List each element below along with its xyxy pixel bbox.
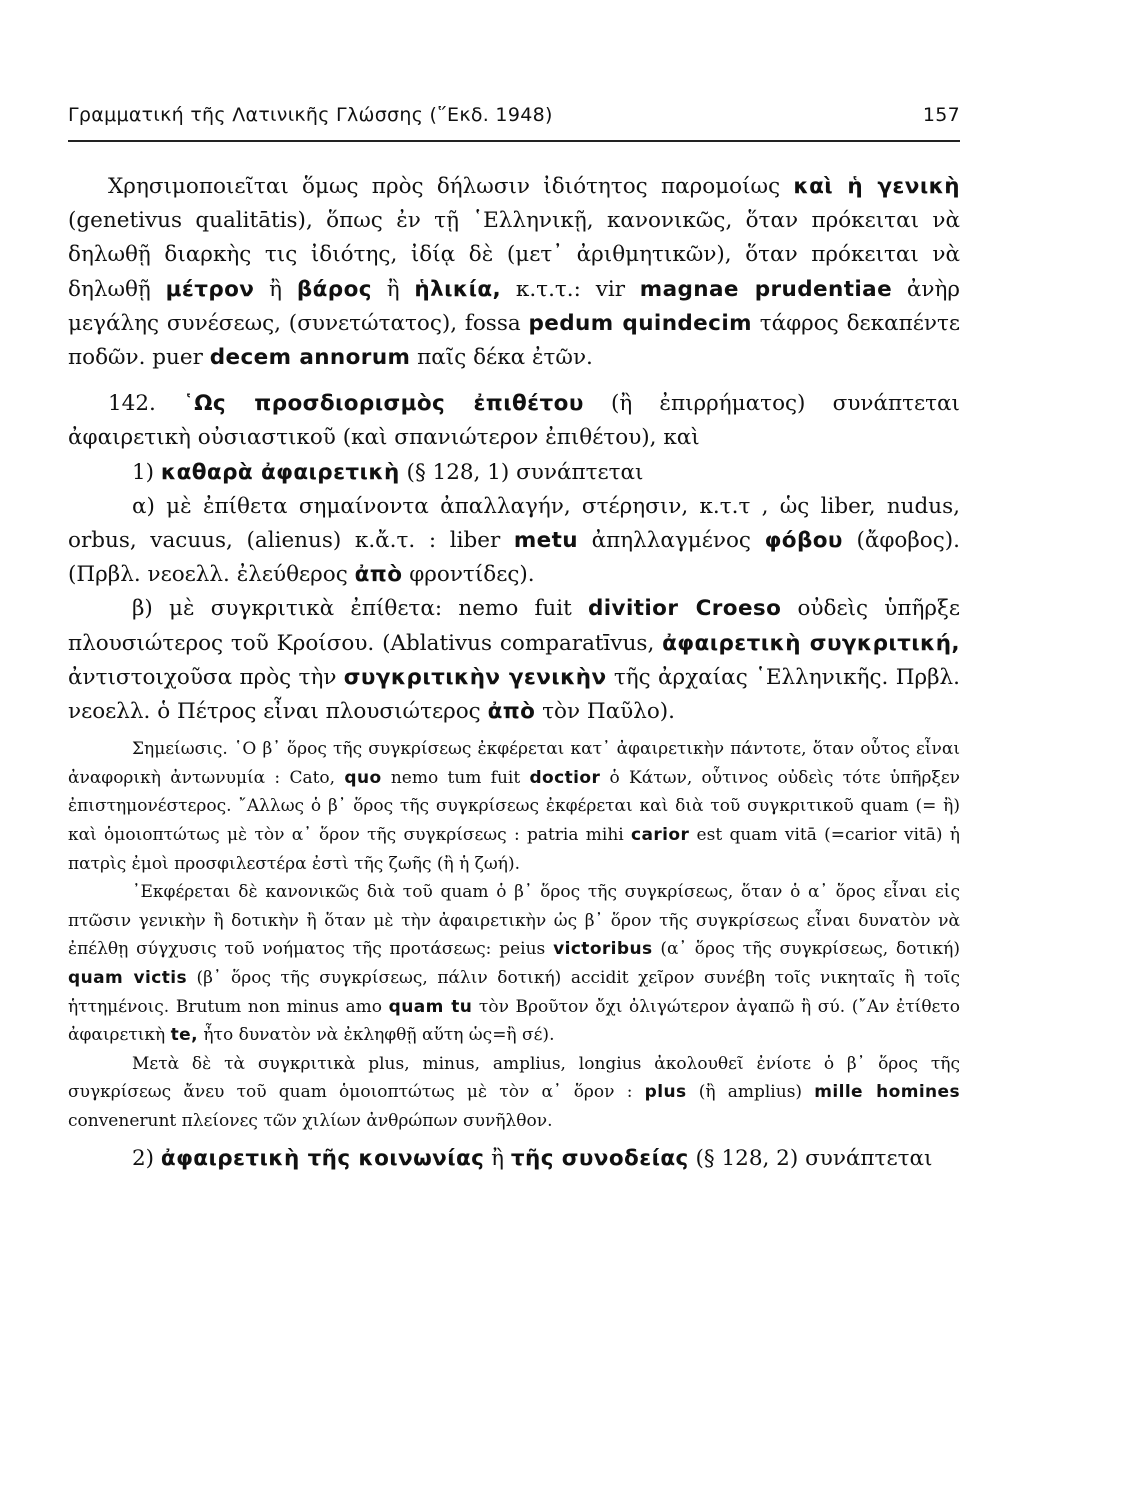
bold-term: τῆς συνοδείας (510, 1145, 689, 1171)
text-run: (ἢ ἐπιρρήματος) συνάπτεται ἀφαιρετικὴ οὐσιαστικοῦ (καὶ σπανιώτερον ἐπιθέτου), καὶ (68, 391, 960, 451)
text-run: (α᾽ ὅρος τῆς συγκρίσεως, δοτική) (652, 939, 960, 960)
text-run: οὐδεὶς ὑπῆρξε πλουσιώτερος τοῦ Κροίσου. (Ablativus comparatīvus, (68, 596, 960, 656)
text-run: (β᾽ ὅρος τῆς συγκρίσεως, πάλιν δοτική) accidit χεῖρον συνέβη τοῖς νικηταῖς ἢ τοῖς ἡττημένοις. Brutum non minus amo (68, 968, 960, 1017)
text-run: (ἢ amplius) (686, 1082, 815, 1103)
text-run: β) μὲ συγκριτικὰ ἐπίθετα: nemo fuit (132, 596, 588, 622)
bold-term: ἀφαιρετικὴ τῆς κοινωνίας (160, 1145, 485, 1171)
bold-term: victoribus (553, 939, 653, 960)
paragraph (68, 456, 960, 490)
running-title: Γραμματική τῆς Λατινικῆς Γλώσσης (῞Εκδ. 1948) (68, 104, 553, 126)
bold-term: pedum quindecim (528, 310, 752, 336)
text-run: κ.τ.τ.: vir (501, 276, 640, 302)
bold-term: quo (344, 767, 382, 788)
bold-term: decem annorum (209, 345, 411, 371)
text-run: (ἄφοβος). (Πρβλ. νεοελλ. ἐλεύθερος (68, 528, 960, 588)
paragraph (68, 170, 960, 375)
text-run: convenerunt πλείονες τῶν χιλίων ἀνθρώπων συνῆλθον. (68, 1110, 553, 1131)
running-header (68, 104, 960, 126)
bold-term: magnae prudentiae (639, 276, 893, 302)
text-run: Χρησιμοποιεῖται ὅμως πρὸς δήλωσιν ἰδιότητος παρομοίως (108, 174, 794, 199)
text-run: α) μὲ ἐπίθετα σημαίνοντα ἀπαλλαγήν, στέρησιν, κ.τ.τ , ὡς liber, nudus, orbus, vacuus, (alienus) κ.ἄ.τ. : liber (68, 493, 960, 554)
bold-term: μέτρον (165, 276, 255, 302)
text-run: ἦτο δυνατὸν νὰ ἐκληφθῇ αὕτη ὡς=ἢ σέ). (197, 1025, 555, 1046)
text-run: ἢ (254, 276, 297, 302)
bold-term: φόβου (764, 528, 843, 554)
bold-term: καὶ ἡ γενικὴ (793, 174, 961, 199)
text-run: ἢ (484, 1145, 511, 1171)
bold-term: carior (631, 825, 690, 846)
bold-term: plus (644, 1082, 687, 1103)
paragraph (68, 1050, 960, 1136)
text-run: ᾽Εκφέρεται δὲ κανονικῶς διὰ τοῦ quam ὁ β᾽ ὅρος τῆς συγκρίσεως, ὅταν ὁ α᾽ ὅρος εἶναι εἰς πτῶσιν γενικὴν ἢ δοτικὴν ἢ ὅταν μὲ τὴν ἀφαιρετικὴν ὡς β᾽ ὅρον τῆς συγκρίσεως εἶναι δυνατὸν νὰ ἐπέλθῃ σύγχυσις τοῦ νοήματος τῆς προτάσεως: peius (68, 882, 960, 960)
paragraph (68, 387, 960, 455)
text-run: τάφρος δεκαπέντε ποδῶν. puer (68, 310, 960, 371)
text-run: ἢ (371, 276, 415, 302)
paragraph (68, 878, 960, 1050)
text-run: τῆς ἀρχαίας ῾Ελληνικῆς. Πρβλ. νεοελλ. ὁ Πέτρος εἶναι πλουσιώτερος (68, 664, 960, 725)
text-run: (genetivus qualitātis), ὅπως ἐν τῇ ῾Ελληνικῇ, κανονικῶς, ὅταν πρόκειται νὰ δηλωθῇ διαρκὴς τις ἰδιότης, ἰδίᾳ δὲ (μετ᾽ ἀριθμητικῶν), ὅταν πρόκειται νὰ δηλωθῇ (68, 208, 960, 302)
paragraph (68, 1142, 960, 1176)
text-run: ἀνὴρ μεγάλης συνέσεως, (συνετώτατος), fossa (68, 276, 960, 336)
text-run: 142. (108, 391, 184, 417)
text-run: τὸν Βροῦτον ὄχι ὀλιγώτερον ἀγαπῶ ἢ σύ. (῎Αν ἐτίθετο ἀφαιρετικὴ (68, 996, 961, 1046)
bold-term: συγκριτικὴν γενικὴν (343, 664, 607, 690)
text-run: Μετὰ δὲ τὰ συγκριτικὰ plus, minus, amplius, longius ἀκολουθεῖ ἐνίοτε ὁ β᾽ ὅρος τῆς συγκρίσεως ἄνευ τοῦ quam ὁμοιοπτώτως μὲ τὸν α᾽ ὅρον : (68, 1053, 960, 1103)
text-run: ἀπηλλαγμένος (578, 528, 765, 554)
bold-term: doctior (529, 767, 601, 788)
page-number: 157 (922, 104, 960, 126)
text-run: παῖς δέκα ἐτῶν. (410, 345, 593, 371)
bold-term: ἀπὸ (354, 562, 403, 588)
bold-term: καθαρὰ ἀφαιρετικὴ (160, 459, 400, 485)
header-rule (68, 140, 960, 142)
text-run: nemo tum fuit (381, 767, 530, 788)
book-page (68, 0, 960, 1500)
page-body (68, 170, 960, 1176)
text-run: φροντίδες). (402, 562, 535, 588)
text-run: 1) (132, 459, 161, 485)
text-run: ἀντιστοιχοῦσα πρὸς τὴν (68, 664, 344, 690)
text-run: 2) (132, 1145, 161, 1171)
text-run: (§ 128, 1) συνάπτεται (399, 459, 644, 485)
text-run: est quam vitā (=carior vitā) ἡ πατρὶς ἐμοὶ προσφιλεστέρα ἐστὶ τῆς ζωῆς (ἢ ἡ ζωή). (68, 825, 960, 874)
bold-term: te, (170, 1025, 198, 1046)
text-run: (§ 128, 2) συνάπτεται (688, 1145, 933, 1171)
bold-term: quam tu (388, 996, 473, 1017)
bold-term: quam victis (68, 968, 187, 988)
bold-term: ἀφαιρετικὴ συγκριτική, (662, 630, 961, 656)
bold-term: ἀπὸ (487, 699, 536, 725)
text-run: Σημείωσις. ῾Ο β᾽ ὅρος τῆς συγκρίσεως ἐκφέρεται κατ᾽ ἀφαιρετικὴν πάντοτε, ὅταν οὗτος εἶναι ἀναφορικὴ ἀντωνυμία : Cato, (68, 739, 960, 788)
bold-term: metu (513, 528, 579, 554)
bold-term: mille homines (814, 1082, 960, 1103)
bold-term: ῾Ως προσδιορισμὸς ἐπιθέτου (183, 391, 584, 417)
bold-term: βάρος (296, 276, 372, 302)
text-run: ὁ Κάτων, οὗτινος οὐδεὶς τότε ὑπῆρξεν ἐπιστημονέστερος. ῎Αλλως ὁ β᾽ ὅρος τῆς συγκρίσεως ἐκφέρεται καὶ διὰ τοῦ συγκριτικοῦ quam (= ἢ) καὶ ὁμοιοπτώτως μὲ τὸν α᾽ ὅρον τῆς συγκρίσεως : patria mihi (68, 767, 960, 846)
bold-term: ἡλικία, (414, 276, 502, 302)
paragraph (68, 735, 960, 878)
paragraph (68, 490, 960, 593)
bold-term: divitior Croeso (587, 596, 782, 622)
paragraph (68, 592, 960, 729)
text-run: τὸν Παῦλο). (535, 699, 676, 725)
